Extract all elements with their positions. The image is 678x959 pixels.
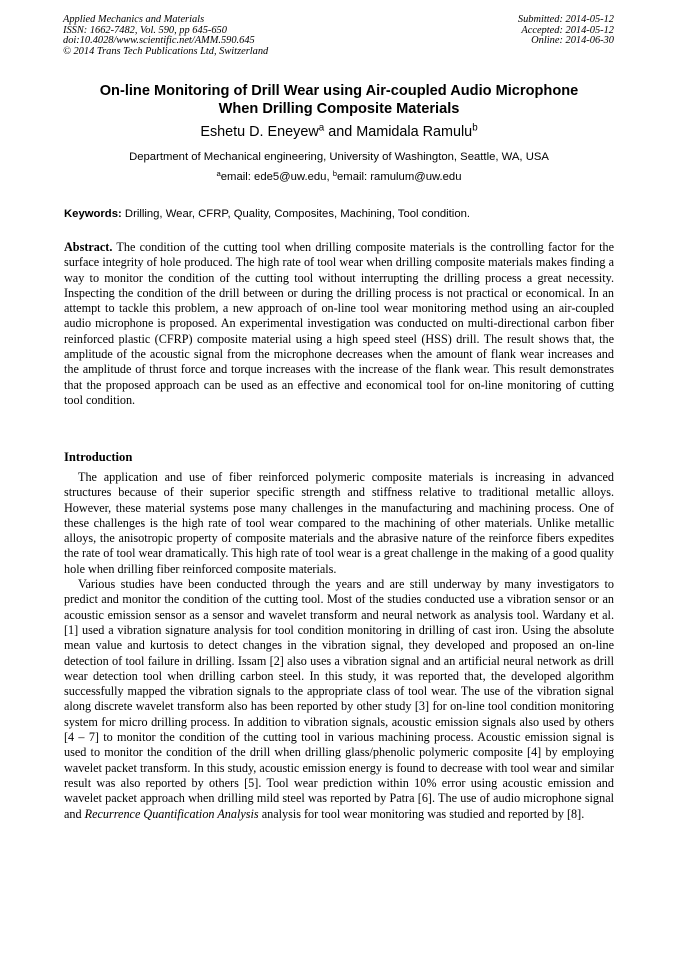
paper-title [40, 82, 638, 118]
journal-name: Applied Mechanics and Materials [63, 14, 205, 25]
keywords [64, 207, 616, 221]
email-b-sup: b [332, 168, 338, 178]
copyright-line: © 2014 Trans Tech Publications Ltd, Switzerland [63, 45, 269, 57]
issn-line: ISSN: 1662-7482, Vol. 590, pp 645-650 [63, 24, 227, 36]
dates-info [518, 15, 614, 47]
title-line-2: When Drilling Composite Materials [218, 101, 460, 117]
paragraph-2-text: Various studies have been conducted through the years and are still underway by many investigators to predict and monitor the condition of the cutting tool. Most of the studies conducted use a vibration sensor or an acoustic emission sensor as a sensor and wavelet transform and neural network as analysis tool. Wardany et al. [1] used a vibration signature analysis for tool condition monitoring in drilling of cast iron. Using the absolute mean value and kurtosis to detect changes in the vibration signal, they developed and proposed an on-line detection of tool failure in drilling. Issam [2] also uses a vibration signal and an artificial neural network as drill wear detection tool when drilling carbon steel. In this study, it was reported that, the developed algorithm successfully mapped the vibration signals to the appropriate class of tool wear. The use of the vibration signal along discrete wavelet transform also has been reported by other study [3] for on-line tool condition monitoring system for micro drilling process. In addition to vibration signals, acoustic emission signals also used by others [4 – 7] to monitor the condition of the cutting tool in various machining process. Acoustic emission signal is used to monitor the condition of the drill when drilling glass/phenolic polymeric composite [4] by employing wavelet packet transform. In this study, acoustic emission energy is found to decrease with tool wear and similar result was also reported by others [5]. Tool wear prediction within 10% error using acoustic emission and wavelet packet approach when drilling mild steel was reported by Patra [6]. The use of audio microphone signal and [64, 577, 614, 821]
online-date: Online: 2014-06-30 [531, 35, 614, 47]
introduction-paragraph-2 [64, 577, 614, 822]
abstract-text: The condition of the cutting tool when drilling composite materials is the controlling factor for the surface integrity of hole produced. The high rate of tool wear when drilling composite materials makes finding a way to monitor the condition of the cutting tool without interrupting the drilling process a great necessity. Inspecting the condition of the drill between or during the drilling process is not practical or economical. In an attempt to tackle this problem, a new approach of on-line tool wear monitoring method using an air-coupled audio microphone is proposed. An experimental investigation was conducted on multi-directional carbon fiber reinforced plastic (CFRP) composite material using a high speed steel (HSS) drill. The result shows that, the amplitude of the acoustic signal from the microphone decreases when the amount of flank wear increases and the amplitude of thrust force and torque increases with the increase of the flank wear. This result demonstrates that the proposed approach can be used as an effective and economical tool for on-line monitoring of cutting tool condition. [64, 240, 614, 407]
author-2-sup: b [472, 122, 478, 134]
submitted-date: Submitted: 2014-05-12 [517, 14, 614, 25]
introduction-paragraph-1: The application and use of fiber reinforced polymeric composite materials is increasing in advanced structures because of their superior specific strength and stiffness relative to traditional metallic alloys. However, these material systems pose many challenges in the manufacturing and machining process. One of these challenges is the high rate of tool wear compared to the machining of other materials. Unlike metallic alloys, the anisotropic property of composite materials and the abrasive nature of the reinforce fibers expedites the rate of tool wear dramatically. This high rate of tool wear is a great challenge in the making of a good quality hole when drilling fiber reinforced composite materials. [64, 470, 614, 576]
author-1: Eshetu D. Eneyew [200, 124, 319, 140]
journal-info [63, 15, 268, 57]
introduction-heading: Introduction [64, 450, 133, 464]
author-1-sup: a [318, 122, 325, 134]
email-a-sup: a [216, 168, 221, 178]
keywords-label: Keywords: [64, 208, 122, 220]
author-list [40, 123, 638, 141]
title-line-1: On-line Monitoring of Drill Wear using Air-coupled Audio Microphone [99, 83, 579, 99]
author-separator: and [324, 124, 357, 140]
author-2: Mamidala Ramulu [356, 124, 473, 140]
introduction-body [64, 470, 614, 822]
abstract-label: Abstract. [64, 240, 113, 254]
email-a: email: ede5@uw.edu, [220, 171, 333, 183]
accepted-date: Accepted: 2014-05-12 [521, 24, 614, 36]
paragraph-2-text-end: analysis for tool wear monitoring was studied and reported by [8]. [258, 806, 585, 821]
author-emails [40, 170, 638, 184]
abstract [64, 240, 614, 408]
doi-line: doi:10.4028/www.scientific.net/AMM.590.645 [63, 35, 255, 47]
paragraph-2-italic-term: Recurrence Quantification Analysis [84, 806, 259, 821]
affiliation: Department of Mechanical engineering, University of Washington, Seattle, WA, USA [129, 151, 549, 163]
keywords-text: Drilling, Wear, CFRP, Quality, Composites, Machining, Tool condition. [121, 208, 471, 220]
email-b: email: ramulum@uw.edu [337, 171, 462, 183]
